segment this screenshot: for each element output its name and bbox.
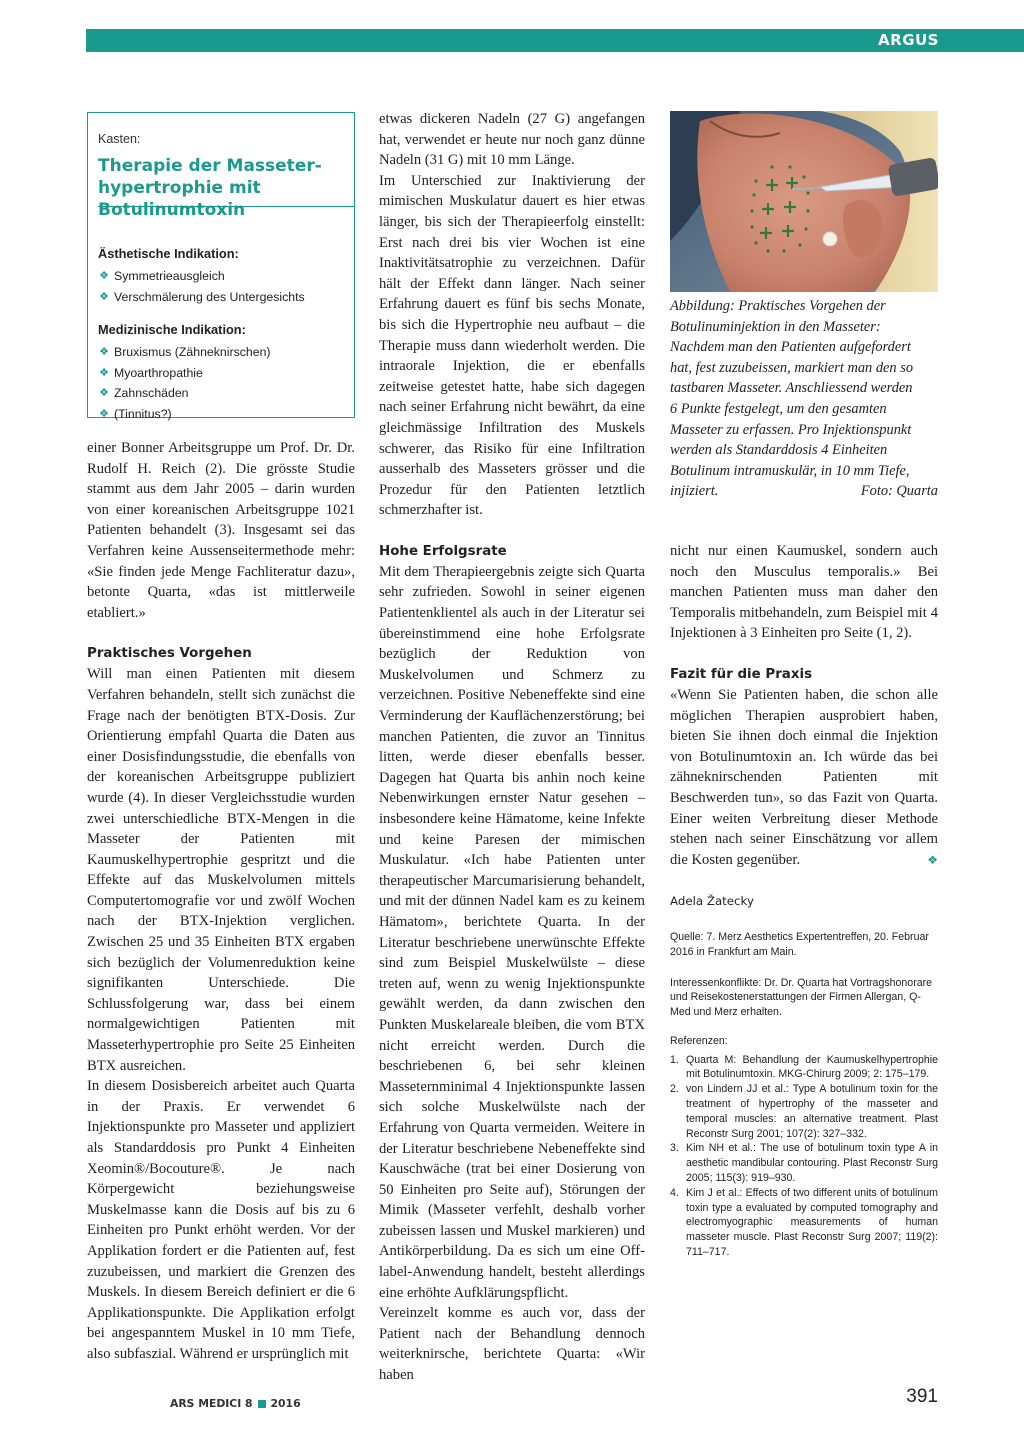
reference-item	[670, 1186, 938, 1260]
face-injection-illustration	[670, 111, 938, 292]
conflicts-note: Interessenkonflikte: Dr. Dr. Quarta hat Vortragshonorare und Reisekostenerstattungen der Firmen Allergan, Q-Med und Merz erhalten.	[670, 976, 933, 1019]
diamond-bullet-icon: ❖	[99, 366, 109, 379]
page-footer	[170, 1397, 301, 1410]
body-paragraph: In diesem Dosisbereich arbeitet auch Quarta in der Praxis. Er verwendet 6 Injektionspunkte pro Masseter und appliziert als Standarddosis pro Punkt 4 Einheiten Xeomin®/Bocouture®. Je nach Körpergewicht beziehungsweise Muskelmasse kann die Dosis auf bis zu 6 Einheiten pro Punkt erhöht werden. Vor der Applikation fordert er die Patienten auf, fest zuzubeissen, und markiert die Grenzen des Muskels. In diesem Bereich definiert er die 6 Applikationspunkte. Die Applikation erfolgt bei angespanntem Muskel in 10 mm Tiefe, also subfaszial. Während er ursprünglich mit	[87, 1078, 355, 1362]
issue-year: 2016	[270, 1397, 301, 1410]
body-paragraph: Will man einen Patienten mit diesem Verfahren behandeln, stellt sich zunächst die Frage nach der benötigten BTX-Dosis. Zur Orientierung empfahl Quarta die Daten aus einer Dosisfindungsstudie, die ebenfalls von der koreanischen Arbeitsgruppe publiziert wurde (4). In dieser Vergleichsstudie wurden zwei unterschiedliche BTX-Mengen in die Masseter der Patienten mit Kaumuskelhypertrophie gespritzt und die Effekte auf das Muskelvolumen mittels Computertomografie vor und zwölf Wochen nach der BTX-Injektion verglichen. Zwischen 25 und 35 Einheiten BTX ergaben sich bezüglich der Volumenreduktion keine signifikanten Unterschiede. Die Schlussfolgerung war, dass bei einem normalgewichtigen Patienten mit Masseterhypertrophie pro Seite 25 Einheiten BTX ausreichen.	[87, 666, 355, 1074]
list-item	[98, 404, 344, 425]
body-paragraph: Im Unterschied zur Inaktivierung der mimischen Muskulatur dauert es hier etwas länger, bis sich der Therapieerfolg einstellt: Erst nach drei bis vier Wochen ist eine Inaktivitätsatrophie zu verzeichnen. Dafür hält der Effekt dann länger. Nach seiner Erfahrung dauert es fünf bis sechs Monate, bis sich die Hypertrophie neu aufbaut – die Therapie muss dann wiederholt werden. Die intraorale Injektion, die er ebenfalls zeitweise getestet hatte, habe sich dagegen nach seiner Erfahrung nicht bewährt, da eine gleichmässige Infiltration des Muskels schwerer, das Risiko für eine Infiltration ausserhalb des Masseters grösser und die Prozedur für den Patienten letztlich schmerzhafter ist.	[379, 172, 645, 519]
subheading: Hohe Erfolgsrate	[379, 543, 507, 559]
body-paragraph: nicht nur einen Kaumuskel, sondern auch noch den Musculus temporalis.» Bei manchen Patienten muss man daher den Temporalis mitbehandeln, zum Beispiel mit 4 Injektionen à 3 Einheiten pro Seite (1, 2).	[670, 543, 938, 642]
box-subheading: Medizinische Indikation:	[98, 322, 246, 338]
body-paragraph: etwas dickeren Nadeln (27 G) angefangen hat, verwendet er heute nur noch ganz dünne Nadeln (31 G) mit 10 mm Länge.	[379, 111, 645, 169]
references-list	[670, 1053, 938, 1260]
body-paragraph	[670, 685, 938, 870]
reference-item	[670, 1141, 938, 1185]
box-title-line: Therapie der Masseter-	[98, 156, 322, 176]
diamond-bullet-icon: ❖	[99, 346, 109, 359]
diamond-bullet-icon: ❖	[99, 387, 109, 400]
body-paragraph: Mit dem Therapieergebnis zeigte sich Quarta sehr zufrieden. Sowohl in seiner eigenen Patientenklientel als auch in der Literatur sei übereinstimmend eine hohe Erfolgsrate bezüglich der Reduktion von Muskelvolumen und Schmerz zu verzeichnen. Positive Nebeneffekte sind eine Verminderung der Kauflächenzerstörung; bei manchen Patienten, die zuvor an Tinnitus litten, werde dieser ebenfalls besser. Dagegen hat Quarta bis anhin noch keine Nebenwirkungen ernster Natur gesehen – insbesondere keine Hämatome, keine Infekte und keine Paresen der mimischen Muskulatur. «Ich habe Patienten unter therapeutischer Marcumarisierung behandelt, und mit der dünnen Nadel kam es zu keinem Hämatom», berichtete Quarta. In der Literatur beschriebene unerwünschte Effekte sind zum Beispiel Muskelwülste – diese treten auf, wenn zu wenig Injektionspunkte gewählt werden, da dann zwischen den Punkten Muskelareale bleiben, die vom BTX nicht erreicht werden. Durch die beschriebenen 6, bei sehr kleinen Masseternminimal 4 Injektionspunkte lassen sich solche Muskelwülste nach der Erfahrung von Quarta vermeiden. Weitere in der Literatur beschriebene Nebeneffekte sind Kauschwäche (trat bei einer Dosierung von 50 Einheiten pro Seite auf), Störungen der Mimik (Masseter verfehlt, deshalb vorher zubeissen lassen und Muskel markieren) und Antikörperbildung. Da es sich um eine Off-label-Anwendung handelt, besteht allerdings eine erhöhte Aufklärungspflicht.	[379, 563, 645, 1301]
source-note: Quelle: 7. Merz Aesthetics Expertentreffen, 20. Februar 2016 in Frankfurt am Main.	[670, 930, 929, 958]
box-title-line: hypertrophie mit Botulinumtoxin	[98, 178, 261, 220]
caption-line: injiziert.	[670, 483, 719, 500]
treatment-photo	[670, 111, 938, 292]
reference-item	[670, 1053, 938, 1083]
journal-name: ARS MEDICI 8	[170, 1397, 253, 1410]
list-item	[98, 363, 344, 384]
square-separator-icon	[258, 1400, 266, 1408]
list-item	[98, 383, 344, 404]
reference-number: 4.	[670, 1186, 679, 1199]
list-item-label: (Tinnitus?)	[114, 406, 172, 421]
caption-last-line	[670, 481, 938, 502]
reference-number: 1.	[670, 1053, 679, 1066]
list-item-label: Symmetrieausgleich	[114, 269, 225, 283]
author-name: Adela Žatecky	[670, 894, 754, 909]
caption-line: Nachdem man den Patienten aufgefordert	[670, 339, 911, 356]
reference-item	[670, 1082, 938, 1141]
page-number: 391	[906, 1386, 938, 1407]
subheading: Fazit für die Praxis	[670, 666, 813, 682]
box-group-aesthetic	[98, 245, 344, 307]
references-heading: Referenzen:	[670, 1034, 728, 1047]
caption-line: Botulinuminjektion in den Masseter:	[670, 318, 881, 335]
info-box	[87, 112, 355, 421]
caption-line: Masseter zu erfassen. Pro Injektionspunkt	[670, 421, 912, 438]
caption-line: Botulinum intramuskulär, in 10 mm Tiefe,	[670, 462, 910, 479]
box-divider	[98, 206, 354, 207]
list-item-label: Myoarthropathie	[114, 365, 203, 380]
reference-text: von Lindern JJ et al.: Type A botulinum toxin for the treatment of hypertrophy of the masseter and temporal muscles: an alternative treatment. Plast Reconstr Surg 2001; 107(2): 327–332.	[686, 1083, 938, 1140]
header-bar	[86, 29, 1024, 52]
body-paragraph: einer Bonner Arbeitsgruppe um Prof. Dr. Dr. Rudolf H. Reich (2). Die grösste Studie stammt aus dem Jahr 2005 – darin wurden von einer koreanischen Arbeitsgruppe 1021 Patienten behandelt (3). Insgesamt sei das Verfahren keine Aussenseitermethode mehr: «Sie finden jede Menge Fachliteratur dazu», betonte Quarta, «das ist mittlerweile etabliert.»	[87, 440, 355, 621]
end-mark-icon: ❖	[927, 852, 938, 867]
box-kicker: Kasten:	[98, 132, 141, 146]
section-label: ARGUS	[878, 31, 939, 49]
caption-line: hat, fest zuzubeissen, markiert man den so	[670, 359, 914, 376]
article-column-1	[87, 438, 355, 1365]
box-group-medical	[98, 321, 344, 424]
reference-number: 3.	[670, 1142, 679, 1155]
diamond-bullet-icon: ❖	[99, 290, 109, 303]
caption-line: tastbaren Masseter. Anschliessend werden	[670, 380, 913, 397]
reference-text: Quarta M: Behandlung der Kaumuskelhypertrophie mit Botulinumtoxin. MKG-Chirurg 2009; 2: 175–179.	[686, 1053, 938, 1081]
diamond-bullet-icon: ❖	[99, 270, 109, 282]
list-item	[98, 287, 344, 308]
list-item-label: Bruxismus (Zähneknirschen)	[114, 345, 271, 360]
reference-number: 2.	[670, 1083, 679, 1096]
figure-caption	[670, 296, 938, 502]
reference-text: Kim NH et al.: The use of botulinum toxin type A in aesthetic mandibular contouring. Plast Reconstr Surg 2005; 115(3): 919–930.	[686, 1142, 938, 1185]
box-title	[98, 155, 344, 221]
reference-text: Kim J et al.: Effects of two different units of botulinum toxin type a evaluated by computed tomography and electromyographic measurements of human masseter muscle. Plast Reconstr Surg 2007; 119(2): 711–717.	[686, 1186, 938, 1259]
list-item-label: Zahnschäden	[114, 386, 189, 401]
caption-line: Abbildung: Praktisches Vorgehen der	[670, 298, 886, 314]
list-item	[98, 266, 344, 287]
body-paragraph: Vereinzelt komme es auch vor, dass der Patient nach der Behandlung dennoch weiterknirsche, berichtete Quarta: «Wir haben	[379, 1305, 645, 1384]
caption-line: 6 Punkte festgelegt, um den gesamten	[670, 400, 887, 417]
subheading: Praktisches Vorgehen	[87, 646, 252, 662]
body-text: «Wenn Sie Patienten haben, die schon alle möglichen Therapien ausprobiert haben, bieten Sie ihnen doch einmal die Injektion von Botulinumtoxin an. Ich würde das bei zähneknirschenden Patienten mit Beschwerden tun», so das Fazit von Quarta. Einer weiten Verbreitung dieser Methode stehen nach seiner Einschätzung vor allem die Kosten gegenüber.	[670, 686, 938, 868]
caption-line: werden als Standarddosis 4 Einheiten	[670, 442, 888, 459]
diamond-bullet-icon: ❖	[99, 407, 109, 420]
list-item	[98, 342, 344, 363]
list-item-label: Verschmälerung des Untergesichts	[114, 289, 305, 304]
box-subheading: Ästhetische Indikation:	[98, 246, 239, 261]
photo-credit: Foto: Quarta	[860, 483, 938, 500]
article-column-3	[670, 541, 938, 1260]
article-column-2	[379, 109, 645, 1386]
